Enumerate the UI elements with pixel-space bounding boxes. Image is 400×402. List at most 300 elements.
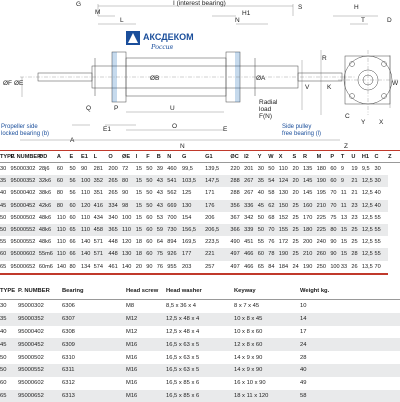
table-cell: 356: [230, 200, 244, 212]
table-cell: 35: [258, 175, 269, 187]
pulley-side-label-1: Side pulley: [282, 124, 312, 130]
dim-e: E: [223, 126, 228, 133]
table-cell: 110: [56, 214, 66, 221]
table-row: [0, 364, 400, 377]
table-cell: 43: [157, 200, 168, 212]
table-cell: 50: [146, 190, 153, 197]
table-cell: 171: [205, 190, 215, 197]
table-cell: M16: [126, 390, 166, 402]
table-cell: 9: [340, 166, 344, 173]
table-cell: 43: [156, 190, 163, 197]
table-cell: 265: [108, 175, 122, 187]
table-cell: 23: [351, 200, 362, 212]
table-cell: 50: [0, 364, 18, 377]
table-cell: 145: [302, 190, 313, 197]
table-cell: 40: [374, 190, 381, 197]
table-cell: 12,5: [362, 175, 375, 187]
table-cell: 95000552: [18, 364, 62, 377]
dim-u: U: [170, 105, 175, 112]
table-cell: 12 x 8 x 60: [234, 338, 300, 351]
table-cell: 24: [292, 261, 303, 274]
table-row: [0, 212, 400, 224]
table-cell: 95000302: [10, 166, 36, 173]
table-cell: 210: [303, 248, 317, 260]
table-cell: 70: [374, 261, 388, 274]
header-cell: Keyway: [234, 283, 300, 300]
table-cell: 172: [278, 239, 289, 246]
header-cell: Y: [258, 151, 269, 163]
table-cell: 6312: [62, 380, 75, 387]
header-cell: H1: [362, 151, 375, 163]
table-cell: 95000502: [10, 214, 36, 221]
header-cell: L: [94, 151, 109, 163]
table-row: [0, 175, 400, 187]
logo-line2: Россия: [151, 42, 173, 51]
table-cell: 250: [317, 261, 331, 274]
table-cell: 90: [330, 248, 341, 260]
table-cell: 21: [351, 190, 358, 197]
dim-v: V: [305, 84, 310, 91]
table-cell: 571: [93, 239, 103, 246]
table-cell: 12,5: [362, 248, 375, 260]
table-cell: 340: [108, 214, 118, 221]
table-cell: 145: [303, 175, 317, 187]
table-cell: 12,5: [361, 239, 373, 246]
table-cell: 40: [374, 200, 388, 212]
propeller-side-label-1: Propeller side: [1, 124, 38, 130]
table-cell: 45: [0, 338, 18, 351]
table-cell: 180: [303, 224, 317, 236]
table-cell: 571: [94, 248, 109, 260]
table-row: [0, 300, 400, 313]
table-row: [0, 377, 400, 390]
table-cell: 669: [167, 200, 182, 212]
header-cell: Weight kg.: [300, 283, 400, 300]
table-cell: 30: [0, 303, 7, 310]
header-cell: A: [57, 151, 70, 163]
table-cell: 30: [257, 166, 264, 173]
header-cell: G: [182, 151, 205, 163]
table-row: [0, 236, 400, 248]
dim-n-top: N: [235, 17, 240, 24]
table-cell: M12: [126, 328, 138, 335]
radial-label-1: Radial: [259, 99, 278, 106]
table-cell: 16,5 x 85 x 6: [166, 390, 234, 402]
table-cell: 240: [316, 239, 326, 246]
table-cell: 39: [156, 166, 163, 173]
table-cell: 55: [374, 248, 388, 260]
header-cell: X: [279, 151, 293, 163]
dim-q: Q: [86, 105, 92, 112]
table-cell: 84: [268, 261, 279, 274]
table-cell: 574: [94, 261, 109, 274]
table-cell: 366: [230, 224, 244, 236]
table-cell: 125: [182, 190, 192, 197]
table-cell: 95000402: [18, 328, 44, 335]
table-cell: 110: [57, 248, 70, 260]
table-cell: 38k6: [38, 190, 52, 197]
table-cell: 562: [167, 190, 177, 197]
table-cell: 49: [300, 380, 307, 387]
table-cell: 894: [167, 239, 177, 246]
table-cell: 33: [341, 261, 352, 274]
header-cell: Bearing: [62, 283, 126, 300]
table-cell: 95000352: [11, 175, 39, 187]
dim-h: H: [354, 4, 359, 11]
table-cell: 30: [374, 166, 381, 173]
table-cell: 541: [167, 175, 182, 187]
table-cell: 10 x 8 x 45: [234, 313, 300, 326]
table-cell: 190: [317, 175, 331, 187]
table-cell: 10 x 8 x 60: [234, 328, 263, 335]
table-cell: 451: [244, 239, 254, 246]
table-cell: 90: [81, 166, 88, 173]
table-cell: 140: [57, 261, 70, 274]
table-cell: 13: [340, 214, 348, 221]
table-cell: 448: [108, 239, 118, 246]
table-cell: 35: [0, 313, 18, 326]
table-row: [0, 326, 400, 339]
table-cell: 17: [300, 328, 307, 335]
table-cell: 24: [300, 338, 400, 351]
table-cell: 50: [69, 166, 76, 173]
table-cell: 352: [94, 175, 109, 187]
table-cell: 11: [340, 190, 347, 197]
header-cell: Head screw: [126, 283, 166, 300]
header-cell: P. NUMBER: [18, 283, 62, 300]
table-cell: 23: [351, 214, 358, 221]
table-cell: 95000452: [11, 200, 39, 212]
table-cell: 267: [244, 190, 254, 197]
table-row: [0, 187, 400, 199]
table-row: [0, 351, 400, 364]
table-cell: 62: [268, 200, 279, 212]
table-cell: 40: [0, 190, 7, 197]
table-cell: 60: [146, 224, 157, 236]
table-cell: 30: [374, 175, 388, 187]
table-cell: 367: [230, 214, 240, 221]
header-cell: ØE: [122, 151, 136, 163]
table-cell: 265: [108, 190, 118, 197]
table-cell: 59: [157, 224, 168, 236]
table-cell: 260: [317, 248, 331, 260]
logo-line1: АКСДЕКОМ: [143, 32, 194, 42]
table-row: [0, 261, 400, 274]
table-cell: 95000652: [18, 390, 62, 402]
table-cell: 95000502: [18, 354, 44, 361]
header-cell: TYPE: [0, 283, 18, 300]
header-cell: E: [69, 151, 81, 163]
header-cell: G1: [205, 151, 230, 163]
table-cell: 30: [0, 166, 7, 173]
table-cell: 139,5: [205, 166, 220, 173]
table-cell: 50: [257, 214, 264, 221]
table-cell: 288: [230, 175, 244, 187]
table-cell: 110: [57, 224, 70, 236]
dim-phi-b: ØB: [150, 75, 160, 82]
header-cell: M: [317, 151, 331, 163]
table-row: [0, 390, 400, 402]
table-cell: 18: [135, 239, 142, 246]
dim-h1: H1: [242, 10, 251, 17]
header-cell: Head washer: [166, 283, 234, 300]
table-cell: 25: [292, 214, 299, 221]
table-cell: 8 x 7 x 45: [234, 303, 260, 310]
header-cell: ØD: [39, 151, 57, 163]
table-cell: 50: [0, 224, 11, 236]
table-cell: 6309: [62, 338, 126, 351]
table-cell: 20: [292, 166, 299, 173]
table-cell: 60: [56, 166, 64, 173]
table-cell: 99,5: [182, 166, 193, 173]
table-cell: 434: [93, 214, 103, 221]
table-cell: 54: [268, 175, 279, 187]
table-cell: 78: [268, 248, 279, 260]
table-cell: 72: [122, 166, 129, 173]
dim-x: X: [379, 119, 384, 126]
table-cell: 339: [244, 224, 258, 236]
table-cell: 110: [81, 190, 90, 197]
table-cell: 130: [122, 248, 136, 260]
table-cell: 28: [300, 354, 307, 361]
table-cell: 80: [57, 200, 70, 212]
table-cell: 460: [167, 166, 177, 173]
table-cell: 201: [244, 166, 254, 173]
table-cell: 66: [69, 239, 76, 246]
table-cell: 12,5: [361, 214, 373, 221]
table-cell: 6311: [62, 364, 126, 377]
radial-label-3: F(N): [259, 113, 272, 120]
table-cell: 80: [56, 190, 64, 197]
table-cell: 35: [0, 175, 11, 187]
table-cell: M16: [126, 338, 166, 351]
table-cell: 15: [341, 248, 352, 260]
table-cell: 25: [351, 239, 358, 246]
table-cell: 6306: [62, 303, 75, 310]
table-cell: 19: [351, 166, 358, 173]
table-cell: 334: [108, 200, 122, 212]
header-cell: I: [136, 151, 147, 163]
table-cell: 45: [0, 200, 11, 212]
table-cell: 14: [300, 313, 400, 326]
table-cell: 190: [279, 248, 293, 260]
table-cell: 60: [69, 214, 76, 221]
dim-c: C: [345, 113, 350, 120]
table-cell: 66: [69, 248, 81, 260]
table-cell: 155: [279, 224, 293, 236]
dim-s: S: [298, 4, 303, 11]
table-cell: 458: [94, 224, 109, 236]
table-cell: 176: [205, 200, 230, 212]
dim-g: G: [76, 1, 82, 8]
table-cell: 80: [330, 224, 341, 236]
table-cell: 95000302: [18, 303, 44, 310]
table-cell: 48k6: [38, 214, 52, 221]
header-cell: R: [303, 151, 317, 163]
dim-t: T: [361, 17, 365, 24]
table-cell: 225: [317, 224, 331, 236]
table-cell: 203: [182, 261, 205, 274]
dim-k: K: [327, 84, 332, 91]
header-cell: P. NUMBER: [11, 151, 39, 163]
table-cell: 25: [351, 224, 362, 236]
table-cell: M16: [126, 364, 166, 377]
table-cell: 95000552: [10, 239, 36, 246]
table-cell: 103,5: [182, 175, 205, 187]
table-row: [0, 200, 400, 212]
table-cell: 18: [136, 248, 147, 260]
table-cell: 200: [302, 239, 313, 246]
table-cell: M8: [126, 303, 135, 310]
table-cell: 55: [374, 214, 381, 221]
dim-m: M: [95, 9, 101, 16]
table-cell: 65: [69, 224, 81, 236]
header-cell: T: [341, 151, 352, 163]
table-cell: 6307: [62, 313, 126, 326]
table-cell: 110: [81, 224, 94, 236]
header-cell: U: [351, 151, 362, 163]
dim-phi-a: ØA: [256, 75, 266, 82]
table-cell: M16: [126, 380, 138, 387]
table-cell: 120: [81, 200, 94, 212]
table-cell: 926: [167, 248, 182, 260]
table-cell: 147,5: [205, 175, 230, 187]
table-cell: 200: [108, 166, 118, 173]
dim-w: W: [392, 80, 399, 87]
table-cell: 150: [279, 200, 293, 212]
table-cell: 80: [69, 261, 81, 274]
table-cell: 12,5: [362, 200, 375, 212]
table-cell: 70: [330, 190, 337, 197]
table-cell: 40: [257, 190, 264, 197]
table-cell: 53: [156, 214, 163, 221]
table-cell: 177: [182, 248, 205, 260]
table-cell: 12,5: [361, 190, 373, 197]
table-cell: 195: [316, 190, 326, 197]
parts-table: [0, 283, 400, 402]
table-cell: 65: [0, 390, 18, 402]
table-cell: 50: [0, 354, 7, 361]
table-row: [0, 338, 400, 351]
table-cell: 120: [122, 239, 132, 246]
header-cell: C: [374, 151, 388, 163]
table-cell: 448: [108, 248, 122, 260]
table-cell: 68: [268, 214, 275, 221]
table-row: [0, 248, 400, 260]
header-cell: ØC: [230, 151, 244, 163]
table-cell: 140: [122, 261, 136, 274]
propeller-side-label-2: locked bearing (b): [1, 131, 50, 137]
table-cell: 12,5 x 48 x 4: [166, 328, 200, 335]
table-cell: 223,5: [205, 239, 220, 246]
table-cell: 15: [340, 239, 348, 246]
table-cell: 154: [182, 214, 192, 221]
header-cell: B: [157, 151, 168, 163]
table-cell: 16,5 x 63 x 5: [166, 364, 234, 377]
table-cell: 40: [300, 364, 400, 377]
table-cell: 55: [374, 224, 388, 236]
table-cell: 75: [330, 214, 337, 221]
table-cell: 14 x 9 x 90: [234, 354, 263, 361]
table-cell: 21: [351, 175, 362, 187]
table-cell: 60: [258, 248, 269, 260]
table-cell: 15: [136, 200, 147, 212]
dim-z: Z: [344, 143, 348, 150]
table-cell: 20: [292, 175, 303, 187]
table-cell: 15: [135, 166, 142, 173]
table-cell: 55: [0, 239, 7, 246]
table-cell: 12,5: [362, 224, 375, 236]
table-cell: 190: [303, 261, 317, 274]
table-cell: 100: [330, 261, 341, 274]
radial-label-2: load: [259, 106, 272, 113]
table-cell: 130: [278, 190, 289, 197]
table-cell: 50: [268, 166, 275, 173]
table-cell: 18 x 11 x 120: [234, 390, 300, 402]
table-cell: 466: [244, 248, 258, 260]
table-cell: 497: [230, 261, 244, 274]
table-cell: 160: [303, 200, 317, 212]
table-cell: 180: [316, 166, 326, 173]
dim-p: P: [114, 105, 119, 112]
table-cell: 80: [122, 175, 136, 187]
table-cell: 6313: [62, 390, 126, 402]
table-cell: 48k6: [38, 239, 52, 246]
table-cell: 288: [230, 190, 240, 197]
table-cell: 56: [69, 175, 81, 187]
table-cell: 55m6: [39, 248, 57, 260]
table-cell: 730: [167, 224, 182, 236]
table-cell: 11: [341, 200, 352, 212]
table-cell: 20: [292, 190, 299, 197]
table-cell: 60: [69, 200, 81, 212]
table-cell: 184: [279, 261, 293, 274]
table-cell: 15: [136, 175, 147, 187]
dim-r: R: [322, 55, 327, 62]
header-cell: F: [146, 151, 157, 163]
table-cell: 95000602: [18, 380, 44, 387]
table-cell: 76: [268, 239, 275, 246]
table-cell: 28: [351, 248, 362, 260]
table-cell: 70: [268, 224, 279, 236]
table-cell: 50: [146, 200, 157, 212]
table-cell: 100: [81, 175, 94, 187]
table-cell: 58: [268, 190, 275, 197]
table-cell: 130: [182, 200, 205, 212]
table-cell: 497: [230, 248, 244, 260]
table-cell: 13,5: [362, 261, 375, 274]
table-cell: 140: [81, 239, 91, 246]
dim-e1: E1: [103, 126, 111, 133]
table-cell: 351: [93, 190, 103, 197]
dim-phi-e: ØE: [14, 80, 24, 87]
table-cell: 16,5 x 85 x 6: [166, 380, 200, 387]
table-cell: 342: [244, 214, 254, 221]
table-cell: 16,5 x 63 x 5: [166, 354, 200, 361]
table-cell: 25: [292, 239, 299, 246]
table-cell: 40: [0, 328, 7, 335]
table-cell: 15: [136, 224, 147, 236]
table-cell: M16: [126, 354, 138, 361]
table-cell: 365: [108, 224, 122, 236]
table-cell: 25: [292, 224, 303, 236]
table-cell: 95000602: [11, 248, 39, 260]
dim-y: Y: [361, 119, 366, 126]
table-cell: 156,5: [182, 224, 205, 236]
header-cell: O: [108, 151, 122, 163]
table-cell: 58: [300, 390, 400, 402]
table-cell: 170: [302, 214, 313, 221]
